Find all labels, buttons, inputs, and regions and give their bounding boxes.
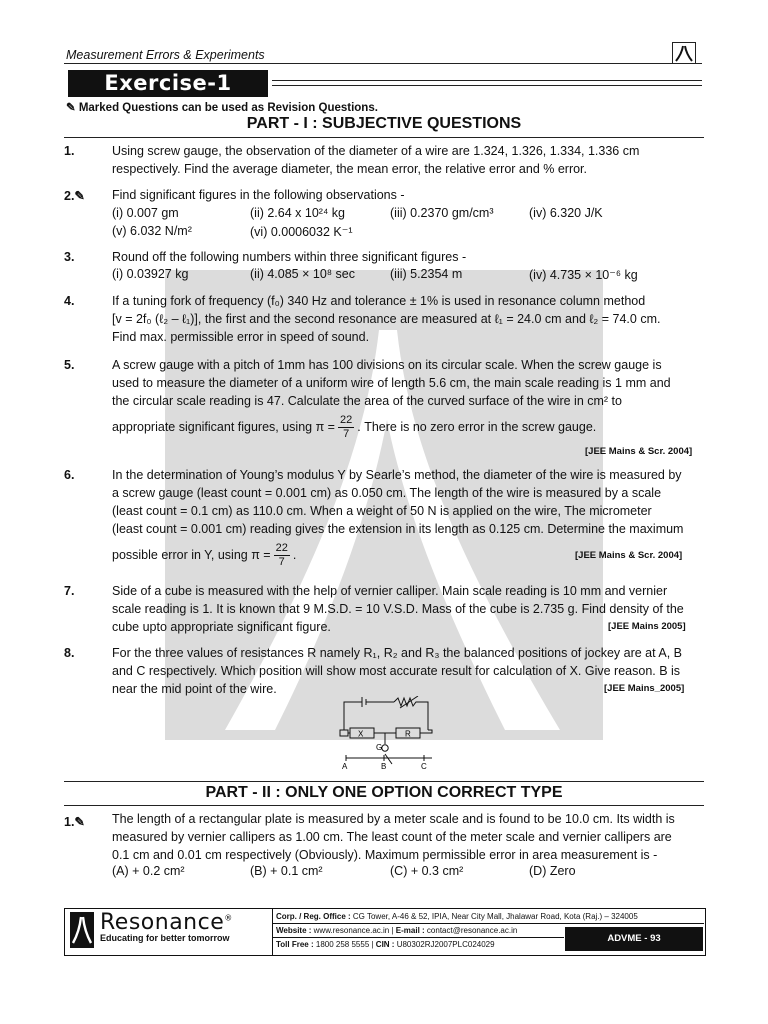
tollfree-label: Toll Free : — [276, 940, 314, 949]
tollfree-cin: Toll Free : 1800 258 5555 | CIN : U80302RJ2007PLC024029 — [276, 940, 495, 949]
part1-rule — [64, 137, 704, 138]
fraction-denominator: 7 — [278, 556, 285, 568]
brand-text: Resonance — [100, 910, 225, 935]
part1-title: PART - I : SUBJECTIVE QUESTIONS — [246, 115, 522, 132]
q1-text — [112, 142, 704, 178]
part2-title: PART - II : ONLY ONE OPTION CORRECT TYPE — [205, 784, 563, 801]
q2-option: (ii) 2.64 x 10²⁴ kg — [250, 206, 345, 220]
q6-pi-text: possible error in Y, using π = — [112, 547, 271, 562]
q8-number: 8. — [64, 646, 75, 660]
q3-option: (ii) 4.085 × 10⁸ sec — [250, 267, 355, 281]
registered-mark: ® — [224, 913, 233, 923]
resonance-logo-icon — [672, 42, 696, 64]
q3-option: (iv) 4.735 × 10⁻⁶ kg — [529, 268, 638, 282]
q1-line: respectively. Find the average diameter, the mean error, the relative error and % error. — [112, 162, 587, 176]
q1-number: 1. — [64, 144, 75, 158]
q5-line — [112, 414, 704, 441]
q6-line: (least count = 0.1 cm) as 110.0 cm. When a weight of 50 N is applied on the wire, The micrometer — [112, 504, 652, 518]
q3-option: (iii) 5.2354 m — [390, 267, 463, 281]
p2q1-text — [112, 810, 704, 864]
revision-note: ✎ Marked Questions can be used as Revision Questions. — [66, 102, 378, 114]
q3-option: (i) 0.03927 kg — [112, 267, 189, 281]
q1-line: Using screw gauge, the observation of the diameter of a wire are 1.324, 1.326, 1.334, 1.336 cm — [112, 144, 640, 158]
q8-line: near the mid point of the wire. — [112, 682, 277, 696]
q7-line: cube upto appropriate significant figure. — [112, 620, 331, 634]
office-text: CG Tower, A-46 & 52, IPIA, Near City Mall, Jhalawar Road, Kota (Raj.) – 324005 — [352, 912, 638, 921]
q5-pi-tail: . There is no zero error in the screw gauge. — [357, 419, 597, 434]
cin-number: U80302RJ2007PLC024029 — [396, 940, 495, 949]
q8-line: and C respectively. Which position will show most accurate result for calculation of X. Give reason. B is — [112, 664, 681, 678]
q7-line: Side of a cube is measured with the help of vernier calliper. Main scale reading is 10 mm and vernier — [112, 584, 668, 598]
fraction-numerator: 22 — [340, 414, 353, 426]
p2q1-option: (B) + 0.1 cm² — [250, 864, 323, 878]
q4-line: Find max. permissible error in speed of sound. — [112, 330, 370, 344]
tollfree-number: 1800 258 5555 — [315, 940, 370, 949]
q7-reference: [JEE Mains 2005] — [608, 621, 686, 632]
circuit-x-label: X — [358, 729, 364, 739]
circuit-g-label: G — [376, 743, 383, 752]
brand-name — [100, 910, 233, 935]
q5-line: A screw gauge with a pitch of 1mm has 100 divisions on its circular scale. When the screw gauge is — [112, 358, 662, 372]
office-label: Corp. / Reg. Office : — [276, 912, 351, 921]
q5-pi-text: appropriate significant figures, using π = — [112, 419, 335, 434]
q5-text — [112, 356, 704, 441]
circuit-a-label: A — [342, 762, 348, 770]
q4-line: If a tuning fork of frequency (f₀) 340 Hz and tolerance ± 1% is used in resonance column method — [112, 294, 646, 308]
footer-row-rule — [272, 923, 704, 924]
resonance-logo-icon — [70, 912, 94, 948]
q5-reference: [JEE Mains & Scr. 2004] — [585, 446, 693, 457]
q2-text: Find significant figures in the following observations - — [112, 188, 405, 202]
q4-line: [v = 2f₀ (ℓ₂ – ℓ₁)], the first and the second resonance are measured at ℓ₁ = 24.0 cm and ℓ₂ = 74.0 cm. — [112, 312, 661, 326]
header-rule — [64, 63, 702, 64]
q6-reference: [JEE Mains & Scr. 2004] — [575, 550, 683, 561]
q4-text — [112, 292, 704, 346]
p2q1-number: 1.✎ — [64, 815, 85, 829]
q3-text: Round off the following numbers within three significant figures - — [112, 250, 467, 264]
q2-number: 2.✎ — [64, 189, 85, 203]
p2q1-line: 0.1 cm and 0.01 cm respectively (Obviously). Maximum permissible error in area measurement is - — [112, 848, 658, 862]
circuit-b-label: B — [381, 762, 387, 770]
circuit-c-label: C — [421, 762, 427, 770]
exercise-rule — [272, 80, 702, 86]
fraction-numerator: 22 — [275, 542, 288, 554]
q5-number: 5. — [64, 358, 75, 372]
brand-tagline: Educating for better tomorrow — [100, 933, 230, 943]
p2q1-line: measured by vernier callipers as 1.00 cm. The least count of the meter scale and vernier callipers are — [112, 830, 672, 844]
q6-line: a screw gauge (least count = 0.001 cm) as 0.050 cm. The length of the wire is measured by a scale — [112, 486, 662, 500]
pi-fraction — [338, 414, 354, 441]
meter-bridge-circuit — [336, 696, 436, 770]
q6-number: 6. — [64, 468, 75, 482]
footer-divider — [272, 908, 273, 955]
q7-number: 7. — [64, 584, 75, 598]
website-label: Website : — [276, 926, 312, 935]
p2q1-option: (A) + 0.2 cm² — [112, 864, 185, 878]
q2-option: (iv) 6.320 J/K — [529, 206, 603, 220]
circuit-r-label: R — [405, 729, 411, 739]
page-number: ADVME - 93 — [565, 927, 703, 951]
q2-option: (v) 6.032 N/m² — [112, 224, 192, 238]
q2-option: (iii) 0.2370 gm/cm³ — [390, 206, 494, 220]
email-label: E-mail : — [395, 926, 425, 935]
chapter-title: Measurement Errors & Experiments — [66, 48, 265, 62]
cin-label: CIN : — [375, 940, 395, 949]
website-email: Website : www.resonance.ac.in | E-mail : contact@resonance.ac.in — [276, 926, 518, 935]
email-link[interactable]: contact@resonance.ac.in — [426, 926, 518, 935]
q6-line: In the determination of Young’s modulus Y by Searle’s method, the diameter of the wire is measured by — [112, 468, 682, 482]
pi-fraction — [274, 542, 290, 569]
fraction-denominator: 7 — [343, 428, 350, 440]
q7-line: scale reading is 1. It is known that 9 M.S.D. = 10 V.S.D. Mass of the cube is 2.735 g. Find density of the — [112, 602, 684, 616]
q6-line: (least count = 0.001 cm) reading gives the extension in its length as 0.125 cm. Determine the maximum — [112, 522, 684, 536]
q8-line: For the three values of resistances R namely R₁, R₂ and R₃ the balanced positions of jockey are at A, B — [112, 646, 683, 660]
q2-option: (vi) 0.0006032 K⁻¹ — [250, 225, 353, 239]
q2-option: (i) 0.007 gm — [112, 206, 179, 220]
footer-row-rule — [272, 937, 564, 938]
p2q1-line: The length of a rectangular plate is measured by a meter scale and is found to be 10.0 cm. Its width is — [112, 812, 675, 826]
p2q1-option: (D) Zero — [529, 864, 576, 878]
q8-reference: [JEE Mains_2005] — [604, 683, 685, 694]
p2q1-option: (C) + 0.3 cm² — [390, 864, 464, 878]
part2-rule — [64, 805, 704, 806]
part2-top-rule — [64, 781, 704, 782]
office-address — [276, 912, 638, 921]
q3-number: 3. — [64, 250, 75, 264]
exercise-heading: Exercise-1 — [68, 70, 268, 97]
q5-line: used to measure the diameter of a uniform wire of length 5.6 cm, the main scale reading is 1 mm and — [112, 376, 671, 390]
q4-number: 4. — [64, 294, 75, 308]
website-link[interactable]: www.resonance.ac.in — [313, 926, 390, 935]
q6-pi-tail: . — [292, 547, 297, 562]
q5-line: the circular scale reading is 47. Calculate the area of the curved surface of the wire in cm² to — [112, 394, 622, 408]
